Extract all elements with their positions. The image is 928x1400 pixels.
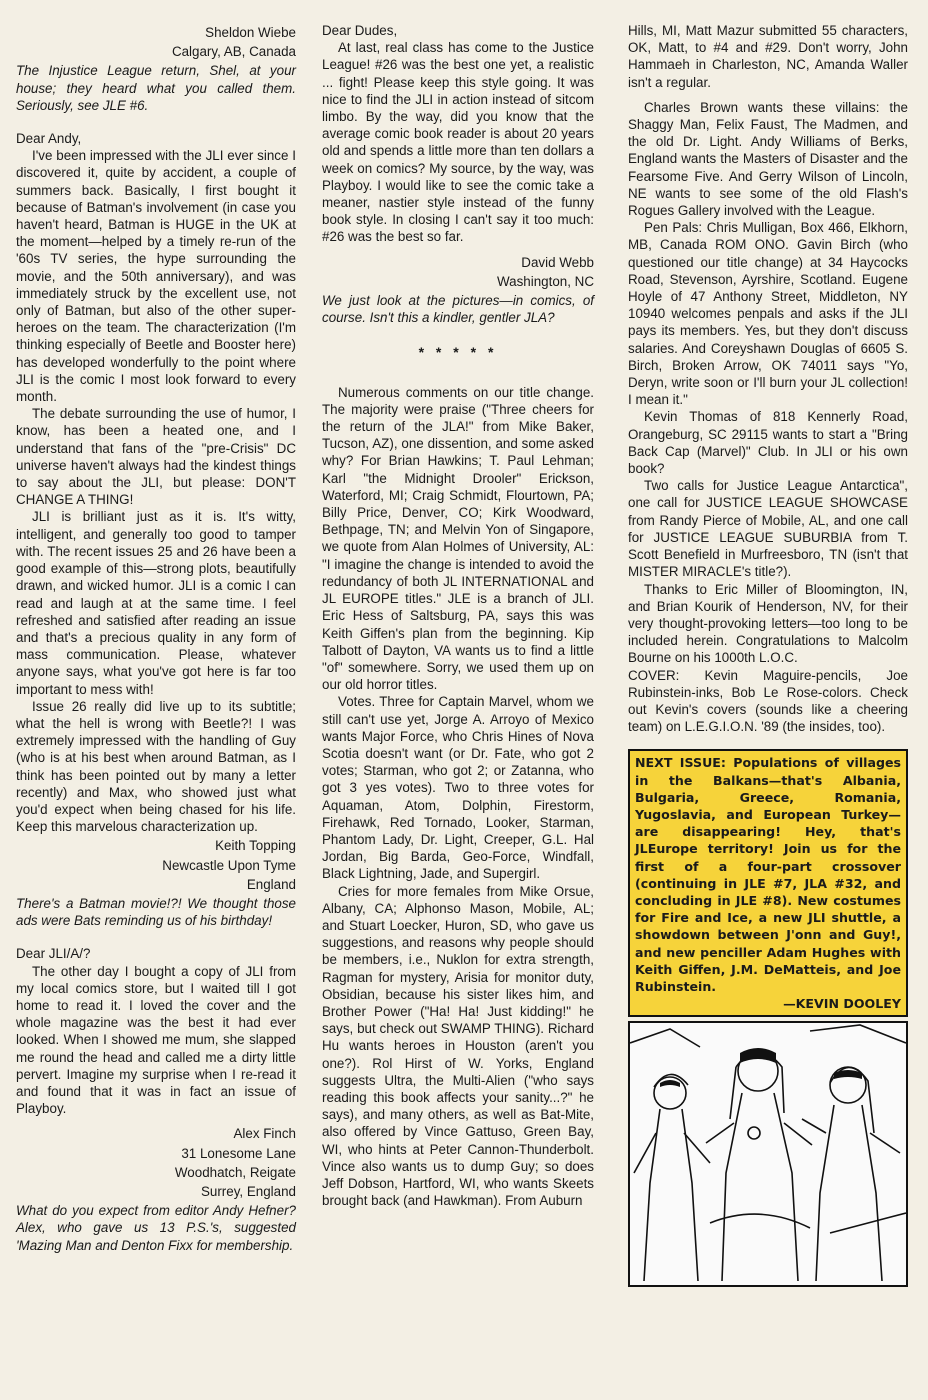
signature-name: Keith Topping (215, 838, 296, 854)
signature-city: Newcastle Upon Tyme (162, 857, 296, 873)
signature-place: Calgary, AB, Canada (171, 44, 296, 60)
signature-address: 31 Lonesome Lane (181, 1145, 296, 1161)
section-divider: * * * * * (418, 344, 498, 361)
column-right (628, 22, 908, 1287)
editor-reply: There's a Batman movie!?! We thought those ads were Bats reminding us of his birthday! (16, 895, 296, 929)
next-issue-box (628, 749, 908, 1017)
column-paragraph: Two calls for Justice League Antarctica", one call for JUSTICE LEAGUE SHOWCASE from Randy Pierce of Mobile, AL, and one call for JUSTICE LEAGUE SUBURBIA from T. Scott Benefield in Murfreesboro, TN (isn't that MISTER MIRACLE's title?). (628, 478, 908, 580)
letter-paragraph: JLI is brilliant just as it is. It's witty, intelligent, and generally too good to tamper with. The recent issues 25 and 26 have been a good example of this—strong plots, beautifully drawn, and wicked humor. JLI is a comic I can read and laugh at at the same time. I feel refreshed and satisfied after reading an issue and that's a precious quality in any form of mass communication. Please, whatever anyone says, what you've got here is far too important to mess with! (16, 509, 296, 697)
letter-salutation: Dear Dudes, (322, 23, 398, 38)
signature-name: Alex Finch (233, 1126, 296, 1142)
letter-paragraph: Issue 26 really did live up to its subtitle; what the hell is wrong with Beetle?! I was extremely impressed with the handling of Guy (who is at his best when around Batman, as I think has been pointed out by many a letter recently) and Max, who showed just what you'd expect when being chased for his life. Keep this marvelous characterization up. (16, 698, 296, 835)
editor-reply: What do you expect from editor Andy Hefner? Alex, who gave us 13 P.S.'s, suggested 'Mazing Man and Denton Fixx for membership. (16, 1203, 296, 1253)
signature-address: Woodhatch, Reigate (174, 1164, 296, 1180)
column-paragraph: Kevin Thomas of 818 Kennerly Road, Orangeburg, SC 29115 wants to start a "Bring Back Cap (Marvel)" Club. In JLI or his own book? (628, 409, 908, 477)
letter-paragraph: The other day I bought a copy of JLI from my local comics store, but I waited till I got home to read it. I loved the cover and the whole magazine was the best it had ever looked. When I showed me mum, she slapped me round the head and called me a dirty little pervert. Imagine my surprise when I re-read it and found that it was in fact an issue of Playboy. (16, 963, 296, 1117)
letter-salutation: Dear JLI/A/? (16, 946, 91, 962)
signature-name: David Webb (521, 254, 594, 270)
column-paragraph: Thanks to Eric Miller of Bloomington, IN, and Brian Kourik of Henderson, NV, for their very thought-provoking letters—too long to be included herein. Congratulations to Malcolm Bourne on his 1000th L.O.C. (628, 581, 908, 666)
editor-reply: We just look at the pictures—in comics, of course. Isn't this a kindler, gentler JLA? (322, 293, 594, 326)
editor-reply: The Injustice League return, Shel, at your house; they heard what you called them. Seriously, see JLE #6. (16, 63, 296, 113)
signature-address: Surrey, England (200, 1184, 296, 1199)
column-left (16, 22, 296, 1254)
cover-credits: COVER: Kevin Maguire-pencils, Joe Rubinstein-inks, Bob Le Rose-colors. Check out Kevin's covers (sounds like a cheering team) on L.E.G.I.O.N. '89 (the insides, too). (628, 667, 908, 735)
column-paragraph: Votes. Three for Captain Marvel, whom we still can't use yet, Jorge A. Arroyo of Mexico wants Major Force, who Chris Hines of Nova Scotia doesn't want (or Dr. Fate, who got 2 votes; Starman, who got 2; or Zatanna, who got 3 yes votes). Two to three votes for Aquaman, Atom, Dolphin, Firestorm, Firehawk, Red Tornado, Looker, Starman, Phantom Lady, Dr. Light, Creeper, G.L. Hal Jordan, Big Barda, Geo-Force, Windfall, Black Lightning, Jade, and Supergirl. (322, 694, 594, 882)
column-paragraph: Cries for more females from Mike Orsue, Albany, CA; Alphonso Mason, Mobile, AL; and Stuart Loecker, Huron, SD, who gave us suggestions, and reasons why people should be members, i.e., Nuklon for extra strength, Ragman for mystery, Arisia for monitor duty, Obsidian, because his sister likes him, and Brother Power ("Ha! Ha! Just kidding!" he says, but check out SWAMP THING). Richard Hu wants heroes in Houston (aren't you one?). Rol Hirst of W. Yorks, England suggests Ultra, the Multi-Alien ("who says reading this book affects your sanity...?" he says), and many others, as well as Bat-Mite, also offered by Vince Gattuso, Green Bay, WI, who hints at Peter Cannon-Thunderbolt. Vince also wants us to dump Guy; so does Jeff Dobson, Hartford, WI, who wants Skeets brought back (and Hawkman). From Auburn (322, 883, 594, 1209)
column-paragraph: Numerous comments on our title change. The majority were praise ("Three cheers for the return of the JLA!" from Mike Baker, Tucson, AZ), one dissention, and some asked why? For Brian Hawkins; T. Paul Lehman; Karl "the Midnight Drooler" Erickson, Waterford, MI; Craig Schmidt, Flourtown, PA; Billy Price, Denver, CO; Kirk Woodward, Bethpage, TN; and Melvin Yon of Singapore, we quote from Alan Holmes of University, AL: "I imagine the change is intended to avoid the redundancy of both JL INTERNATIONAL and JL EUROPE titles." JLE is a branch of JLI. Eric Hess of Saltsburg, PA, says this was Keith Giffen's plan from the beginning. Kip Talbott of Dayton, VA wants us to find a little "of" somewhere. Sorry, we used them up on our old horror titles. (322, 384, 594, 693)
column-middle (322, 22, 594, 1209)
comic-illustration (628, 1021, 908, 1287)
letter-salutation: Dear Andy, (16, 131, 82, 147)
pen-pals-paragraph: Pen Pals: Chris Mulligan, Box 466, Elkhorn, MB, Canada ROM ONO. Gavin Birch (who questioned our title change) at 34 Haycocks Road, Stevenson, Ayrshire, Scotland. Eugene Hoyle of 47 Anthony Street, Middleton, NY 10940 welcomes penpals and asks if the JLI pays its members. Yes, but they don't discuss salaries. And Coreyshawn Douglas of 6605 S. Birch, Broken Arrow, OK 74011 says "Yo, Deryn, write soon or I'll burn your JL collection! I mean it." (628, 220, 908, 408)
letter-paragraph: The debate surrounding the use of humor, I know, has been a heated one, and I understand that fans of the "pre-Crisis" DC universe haven't always had the kindest things to say about the JLI, but please: DON'T CHANGE A THING! (16, 406, 296, 508)
column-paragraph: Hills, MI, Matt Mazur submitted 55 characters, OK, Matt, to #4 and #29. Don't worry, John Hammaeh in Charleston, NC, Amanda Waller isn't a regular. (628, 23, 908, 90)
next-issue-text: NEXT ISSUE: Populations of villages in the Balkans—that's Albania, Bulgaria, Greece, Romania, Yugoslavia, and European Turkey—are disappearing! Hey, that's JLEurope territory! Join us for the first of a four-part crossover (continuing in JLE #7, JLA #32, and concluding in JLE #8). New costumes for Fire and Ice, a new JLI shuttle, a showdown between J'onn and Guy!, and new penciller Adam Hughes with Keith Giffen, J.M. DeMatteis, and Joe Rubinstein. (635, 755, 901, 994)
letter-paragraph: At last, real class has come to the Justice League! #26 was the best one yet, a realistic ... fight! Please keep this style going. It was nice to find the JLI in action instead of sitcom limbo. By the way, did you know that the average comic book reader is about 20 years old and spends a little more than ten dollars a week on comics? My source, by the way, was Playboy. I would like to see the comic take a meaner, nastier style instead of the funny book style. In closing I can't say it too much: #26 was the best so far. (322, 40, 594, 245)
column-paragraph: Charles Brown wants these villains: the Shaggy Man, Felix Faust, The Madmen, and the old Dr. Light. Andy Williams of Berks, England wants the Masters of Disaster and the Fearsome Five. And Gerry Wilson of Lincoln, NE wants to see some of the old Flash's Rogues Gallery involved with the League. (628, 99, 908, 219)
signature-name: Sheldon Wiebe (205, 25, 296, 40)
letter-paragraph: I've been impressed with the JLI ever since I discovered it, quite by accident, a couple of summers back. Basically, I first bought it because of Batman's involvement (in case you haven't heard, Batman is HUGE in the UK at the moment—helped by a timely re-run of the '60s TV series, the hype surrounding the movie, and the 50th anniversary), and was immediately struck by the excellent use, not only of Batman, but also of the other super-heroes on the team. The characterization (I'm thinking especially of Beetle and Booster here) has developed wonderfully to the point where JLI is the comic I most look forward to every month. (16, 148, 296, 405)
signature-country: England (246, 876, 296, 892)
next-issue-signature: —KEVIN DOOLEY (783, 996, 901, 1012)
signature-place: Washington, NC (497, 273, 594, 289)
heroes-line-art-icon (630, 1023, 906, 1281)
